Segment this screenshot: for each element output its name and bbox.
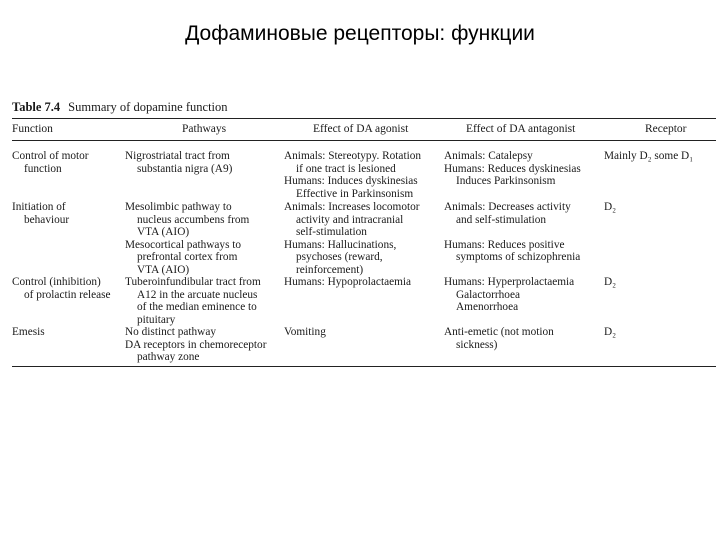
- cell-line: of prolactin release: [24, 288, 111, 301]
- table-cell-pathways: [125, 276, 261, 326]
- cell-line: Humans: Reduces dyskinesias: [444, 162, 581, 175]
- cell-line: Mainly D₂ some D₁: [604, 150, 694, 162]
- cell-line: activity and intracranial: [296, 213, 404, 226]
- cell-line: VTA (AIO): [137, 226, 190, 239]
- table-cell-antagonist: [444, 201, 580, 264]
- table-cell-agonist: [284, 150, 421, 200]
- table-cell-receptor: [604, 326, 616, 339]
- table-cell-agonist: [284, 276, 411, 289]
- table-cell-pathways: [125, 150, 232, 175]
- table-caption: [12, 100, 228, 115]
- cell-line: if one tract is lesioned: [296, 162, 396, 175]
- cell-line: symptoms of schizophrenia: [456, 251, 581, 264]
- cell-line: Animals: Stereotypy. Rotation: [284, 150, 422, 162]
- table-cell-function: [12, 326, 45, 339]
- table-top-rule: [12, 118, 716, 119]
- cell-line: behaviour: [24, 213, 70, 226]
- cell-line: substantia nigra (A9): [137, 162, 233, 175]
- table-cell-agonist: [284, 201, 420, 277]
- cell-line: D₂: [604, 326, 617, 338]
- cell-line: Tuberoinfundibular tract from: [125, 276, 261, 288]
- cell-line: psychoses (reward,: [296, 251, 383, 264]
- cell-line: A12 in the arcuate nucleus: [137, 288, 258, 301]
- cell-line: [444, 226, 580, 239]
- header-agonist: Effect of DA agonist: [313, 123, 409, 135]
- table-cell-function: [12, 201, 69, 226]
- cell-line: Humans: Hypoprolactaemia: [284, 276, 412, 288]
- cell-line: Animals: Catalepsy: [444, 150, 533, 162]
- cell-line: Humans: Induces dyskinesias: [284, 175, 418, 188]
- table-caption-text: Summary of dopamine function: [68, 100, 228, 114]
- cell-line: Control (inhibition): [12, 276, 101, 288]
- table-cell-receptor: [604, 201, 616, 214]
- cell-line: self-stimulation: [296, 226, 367, 239]
- cell-line: Amenorrhoea: [456, 301, 519, 314]
- cell-line: Emesis: [12, 326, 45, 338]
- table-cell-pathways: [125, 326, 266, 364]
- table-cell-antagonist: [444, 326, 554, 351]
- cell-line: Galactorrhoea: [456, 288, 520, 301]
- table-cell-pathways: [125, 201, 249, 277]
- slide-title: Дофаминовые рецепторы: функции: [185, 22, 535, 45]
- table-cell-agonist: [284, 326, 326, 339]
- cell-line: sickness): [456, 338, 498, 351]
- cell-line: nucleus accumbens from: [137, 213, 250, 226]
- cell-line: Humans: Reduces positive: [444, 238, 565, 251]
- header-antagonist: Effect of DA antagonist: [466, 123, 576, 135]
- cell-line: DA receptors in chemoreceptor: [125, 338, 267, 351]
- table-number: Table 7.4: [12, 100, 61, 114]
- table-cell-function: [12, 150, 89, 175]
- cell-line: Mesocortical pathways to: [125, 238, 242, 251]
- cell-line: Mesolimbic pathway to: [125, 201, 232, 213]
- cell-line: reinforcement): [296, 263, 364, 276]
- cell-line: Humans: Hallucinations,: [284, 238, 397, 251]
- table-cell-receptor: [604, 150, 693, 163]
- table-cell-function: [12, 276, 111, 301]
- header-receptor: Receptor: [645, 123, 687, 135]
- cell-line: Animals: Increases locomotor: [284, 201, 420, 213]
- cell-line: pituitary: [137, 313, 176, 326]
- cell-line: Induces Parkinsonism: [456, 175, 556, 188]
- table-cell-antagonist: [444, 276, 574, 314]
- cell-line: Nigrostriatal tract from: [125, 150, 230, 162]
- header-pathways: Pathways: [182, 123, 227, 135]
- cell-line: of the median eminence to: [137, 301, 257, 314]
- cell-line: Anti-emetic (not motion: [444, 326, 554, 338]
- cell-line: D₂: [604, 201, 617, 213]
- cell-line: and self-stimulation: [456, 213, 547, 226]
- cell-line: D₂: [604, 276, 617, 288]
- cell-line: pathway zone: [137, 351, 200, 364]
- cell-line: Initiation of: [12, 201, 66, 213]
- cell-line: Vomiting: [284, 326, 326, 338]
- cell-line: function: [24, 162, 62, 175]
- cell-line: Animals: Decreases activity: [444, 201, 571, 213]
- cell-line: prefrontal cortex from: [137, 251, 238, 264]
- cell-line: No distinct pathway: [125, 326, 216, 338]
- table-header-rule: [12, 140, 716, 141]
- cell-line: Effective in Parkinsonism: [296, 187, 414, 200]
- cell-line: Humans: Hyperprolactaemia: [444, 276, 575, 288]
- table-bottom-rule: [12, 366, 716, 367]
- header-function: Function: [12, 123, 53, 135]
- table-cell-receptor: [604, 276, 616, 289]
- table-cell-antagonist: [444, 150, 581, 188]
- cell-line: VTA (AIO): [137, 263, 190, 276]
- cell-line: Control of motor: [12, 150, 89, 162]
